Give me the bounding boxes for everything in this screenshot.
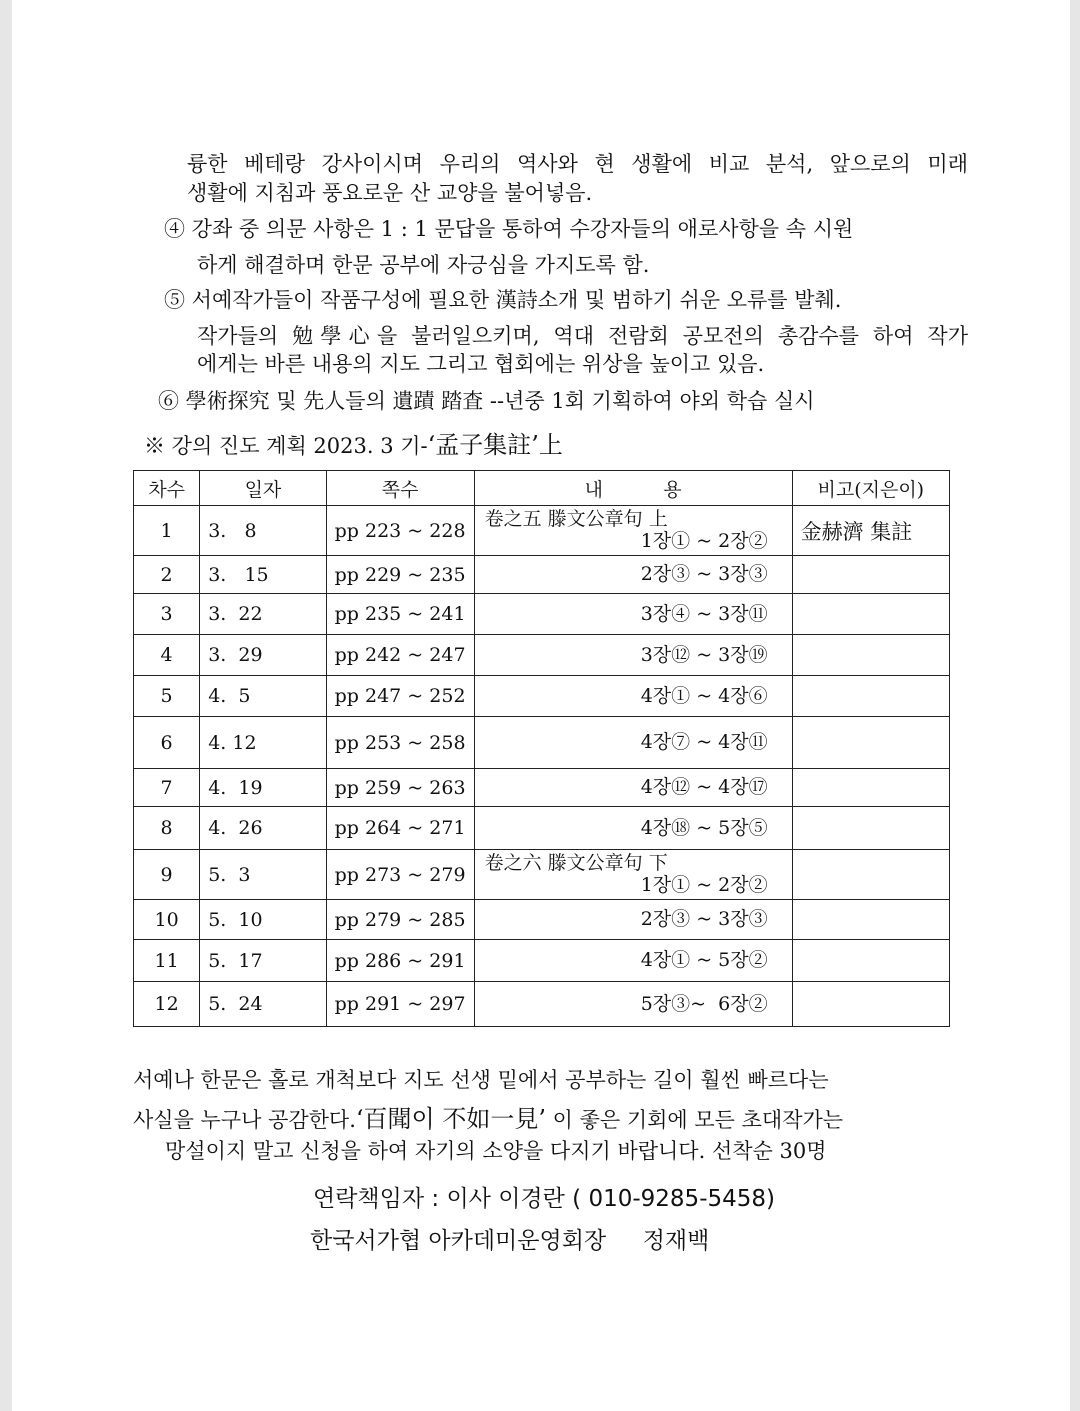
cell-no: 12	[134, 982, 200, 1027]
intro-line-2: 생활에 지침과 풍요로운 산 교양을 불어넣음.	[187, 181, 593, 205]
cell-note	[792, 982, 949, 1027]
closing-line-2a: 사실을 누구나 공감한다.	[133, 1108, 356, 1132]
table-row	[134, 769, 950, 807]
cell-date: 5. 17	[200, 940, 326, 982]
cell-no: 11	[134, 940, 200, 982]
cell-date: 4. 12	[200, 717, 326, 769]
cell-date: 3. 29	[200, 635, 326, 676]
table-row	[134, 556, 950, 594]
cell-pages: pp 259 ~ 263	[326, 769, 474, 807]
cell-chapter-range: 2장③ ~ 3장③	[640, 908, 768, 931]
cell-date: 3. 22	[200, 594, 326, 635]
table-header-row	[134, 471, 950, 506]
plan-heading	[144, 432, 563, 458]
table-row	[134, 940, 950, 982]
cell-chapter-range: 3장④ ~ 3장⑪	[640, 602, 768, 625]
header-no: 차수	[134, 471, 200, 506]
cell-date: 4. 26	[200, 807, 326, 850]
cell-note	[792, 940, 949, 982]
closing-line-2	[133, 1099, 843, 1134]
table-row	[134, 594, 950, 635]
cell-no: 9	[134, 850, 200, 900]
cell-no: 3	[134, 594, 200, 635]
cell-note	[792, 717, 949, 769]
cell-no: 6	[134, 717, 200, 769]
item-4-line-2: 하게 해결하며 한문 공부에 자긍심을 가지도록 함.	[197, 253, 650, 277]
cell-pages: pp 229 ~ 235	[326, 556, 474, 594]
cell-chapter-range: 4장① ~ 4장⑥	[640, 684, 768, 707]
cell-pages: pp 253 ~ 258	[326, 717, 474, 769]
header-pages: 쪽수	[326, 471, 474, 506]
cell-pages: pp 247 ~ 252	[326, 676, 474, 717]
cell-chapter-range: 4장⑫ ~ 4장⑰	[640, 776, 768, 799]
item-5-line-1: ⑤ 서예작가들이 작품구성에 필요한 漢詩소개 및 범하기 쉬운 오류를 발췌.	[164, 288, 842, 312]
table-row	[134, 635, 950, 676]
cell-pages: pp 223 ~ 228	[326, 506, 474, 556]
cell-pages: pp 242 ~ 247	[326, 635, 474, 676]
cell-date: 5. 24	[200, 982, 326, 1027]
cell-date: 3. 15	[200, 556, 326, 594]
cell-date: 3. 8	[200, 506, 326, 556]
cell-note	[792, 850, 949, 900]
table-row	[134, 676, 950, 717]
item-6-line-1: ⑥ 學術探究 및 先人들의 遺蹟 踏査 --년중 1회 기획하여 야외 학습 실시	[158, 389, 815, 413]
cell-note	[792, 556, 949, 594]
cell-chapter-range: 4장⑱ ~ 5장⑤	[640, 816, 768, 839]
closing-line-1: 서예나 한문은 홀로 개척보다 지도 선생 밑에서 공부하는 길이 훨씬 빠르다는	[133, 1068, 829, 1092]
table-row	[134, 506, 950, 556]
cell-note	[792, 594, 949, 635]
plan-book: ‘孟子集註’上	[427, 431, 563, 459]
table-row	[134, 807, 950, 850]
table-row	[134, 850, 950, 900]
item-4-line-1: ④ 강좌 중 의문 사항은 1 : 1 문답을 통하여 수강자들의 애로사항을 속 시원	[164, 217, 854, 241]
cell-pages: pp 235 ~ 241	[326, 594, 474, 635]
cell-content	[474, 717, 792, 769]
cell-chapter-range: 4장① ~ 5장②	[640, 949, 768, 972]
cell-chapter-range: 3장⑫ ~ 3장⑲	[640, 643, 768, 666]
cell-content	[474, 506, 792, 556]
cell-chapter-range: 2장③ ~ 3장③	[640, 563, 768, 586]
table-row	[134, 900, 950, 940]
item-5-line-3: 에게는 바른 내용의 지도 그리고 협회에는 위상을 높이고 있음.	[197, 352, 765, 376]
cell-no: 8	[134, 807, 200, 850]
cell-date: 5. 10	[200, 900, 326, 940]
cell-book-title: 卷之六 滕文公章句 下	[484, 851, 668, 874]
header-content: 내 용	[474, 471, 792, 506]
cell-no: 4	[134, 635, 200, 676]
cell-pages: pp 273 ~ 279	[326, 850, 474, 900]
cell-note	[792, 635, 949, 676]
contact-person: 연락책임자 : 이사 이경란 ( 010-9285-5458)	[313, 1186, 775, 1212]
cell-note	[792, 676, 949, 717]
cell-note	[792, 807, 949, 850]
cell-no: 10	[134, 900, 200, 940]
cell-content	[474, 982, 792, 1027]
cell-date: 5. 3	[200, 850, 326, 900]
cell-content	[474, 850, 792, 900]
closing-quote: ‘百聞이 不如一見’	[355, 1105, 546, 1133]
cell-pages: pp 286 ~ 291	[326, 940, 474, 982]
cell-content	[474, 594, 792, 635]
cell-note	[792, 769, 949, 807]
schedule-table	[133, 470, 950, 1027]
cell-pages: pp 264 ~ 271	[326, 807, 474, 850]
header-note: 비고(지은이)	[792, 471, 949, 506]
cell-no: 2	[134, 556, 200, 594]
cell-pages: pp 279 ~ 285	[326, 900, 474, 940]
cell-content	[474, 807, 792, 850]
cell-content	[474, 556, 792, 594]
cell-chapter-range: 1장① ~ 2장②	[640, 873, 768, 896]
schedule-body	[134, 506, 950, 1027]
cell-chapter-range: 1장① ~ 2장②	[640, 529, 768, 552]
item-5-line-2: 작가들의 勉學心을 불러일으키며, 역대 전람회 공모전의 총감수를 하여 작가	[197, 324, 968, 348]
cell-no: 5	[134, 676, 200, 717]
cell-book-title: 卷之五 滕文公章句 上	[484, 507, 668, 530]
cell-note: 金赫濟 集註	[792, 506, 949, 556]
intro-line-1: 륭한 베테랑 강사이시며 우리의 역사와 현 생활에 비교 분석, 앞으로의 미래	[187, 152, 968, 176]
header-date: 일자	[200, 471, 326, 506]
cell-content	[474, 769, 792, 807]
cell-content	[474, 676, 792, 717]
cell-content	[474, 900, 792, 940]
cell-content	[474, 940, 792, 982]
cell-date: 4. 19	[200, 769, 326, 807]
cell-chapter-range: 4장⑦ ~ 4장⑪	[640, 731, 768, 754]
cell-pages: pp 291 ~ 297	[326, 982, 474, 1027]
table-row	[134, 982, 950, 1027]
cell-date: 4. 5	[200, 676, 326, 717]
cell-no: 7	[134, 769, 200, 807]
cell-no: 1	[134, 506, 200, 556]
cell-note	[792, 900, 949, 940]
closing-line-2c: 이 좋은 기회에 모든 초대작가는	[545, 1108, 844, 1132]
organization-signature: 한국서가협 아카데미운영회장 정재백	[310, 1228, 710, 1254]
cell-content	[474, 635, 792, 676]
plan-prefix: ※ 강의 진도 계획 2023. 3 기-	[144, 434, 428, 458]
cell-chapter-range: 5장③~ 6장②	[640, 992, 768, 1015]
table-row	[134, 717, 950, 769]
closing-line-3: 망설이지 말고 신청을 하여 자기의 소양을 다지기 바랍니다. 선착순 30명	[165, 1139, 827, 1163]
